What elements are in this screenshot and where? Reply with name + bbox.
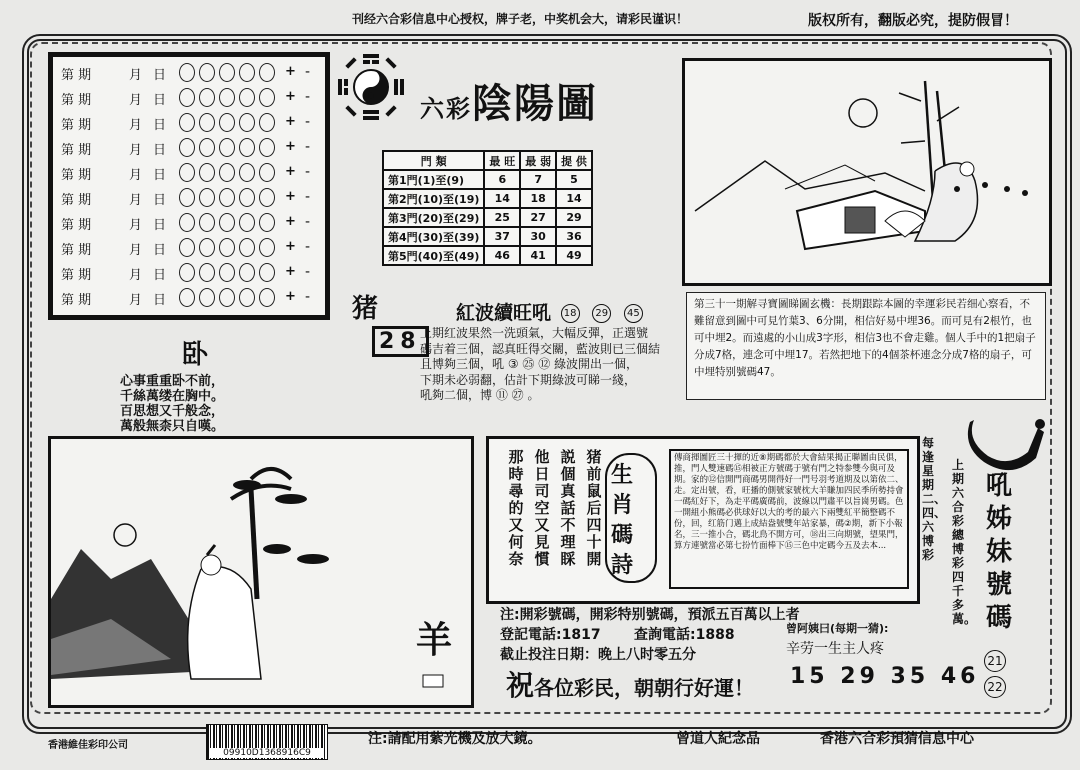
minus-sign: - (305, 189, 311, 205)
entry-circle (259, 63, 275, 82)
month-label: 月 (129, 118, 143, 133)
minus-sign: - (305, 164, 311, 180)
gate-value-cell: 6 (484, 170, 520, 189)
verse-column: 他日司空又見慣 (534, 448, 550, 568)
text-line: 上期红波果然一洗頭氣，大幅反彈，正選號 (420, 326, 649, 340)
entry-circle (179, 213, 195, 232)
table-row (383, 246, 592, 265)
entry-circle (239, 138, 255, 157)
month-label: 月 (129, 268, 143, 283)
month-label: 月 (129, 68, 143, 83)
red-wave-title: 紅波續旺吼 (456, 302, 552, 324)
entry-circle (179, 113, 195, 132)
riddle-text: 辛劳一生主人疼 (786, 641, 884, 657)
day-label: 日 (153, 193, 167, 208)
entry-circle (199, 288, 215, 307)
entry-circle (219, 188, 235, 207)
text-line: 碼吉着三個，認真旺得交關，藍波則已三個結 (420, 341, 661, 356)
month-label: 月 (129, 218, 143, 233)
month-label: 月 (129, 168, 143, 183)
gate-value-cell: 29 (556, 208, 592, 227)
entry-circle (179, 238, 195, 257)
scholar-illustration (682, 58, 1052, 286)
table-row (383, 189, 592, 208)
deadline: 截止投注日期：晚上八时零五分 (500, 647, 696, 663)
gates-table (382, 150, 593, 266)
month-label: 月 (129, 193, 143, 208)
blessing (506, 664, 754, 704)
entry-circle (259, 263, 275, 282)
immortal-illustration (48, 436, 474, 708)
day-label: 日 (153, 118, 167, 133)
gate-value-cell: 30 (520, 227, 556, 246)
gate-range-cell: 第4門(30)至(39) (383, 227, 484, 246)
red-wave-number: 45 (624, 304, 643, 323)
day-label: 日 (153, 243, 167, 258)
entry-circle (179, 288, 195, 307)
entry-circle (179, 263, 195, 282)
day-label: 日 (153, 68, 167, 83)
entry-circle (199, 138, 215, 157)
period-label: 第 期 (61, 243, 92, 258)
period-label: 第 期 (61, 143, 92, 158)
entry-circle (259, 288, 275, 307)
poem-line: 心事重重卧不前， (120, 374, 225, 389)
period-label: 第 期 (61, 218, 92, 233)
lying-poem (120, 374, 224, 434)
day-label: 日 (153, 218, 167, 233)
memorial-label: 曾道人紀念品 (676, 731, 760, 747)
minus-sign: - (305, 64, 311, 80)
note-line: 注:開彩號碼，開彩特别號碼，預派五百萬以上者 (500, 607, 800, 623)
goat-char: 羊 (416, 620, 453, 661)
saxophone-icon (964, 414, 1048, 474)
entry-circle (179, 138, 195, 157)
aunt-zeng-label: 曾阿姨曰(每期一猜): (786, 622, 889, 635)
gate-value-cell: 25 (484, 208, 520, 227)
entry-circle (259, 213, 275, 232)
gate-value-cell: 14 (484, 189, 520, 208)
verse-column: 説個真話不理睬 (560, 448, 576, 568)
period-label: 第 期 (61, 193, 92, 208)
sister-numbers-title: 吼姊妹號碼 (986, 471, 1013, 633)
entry-circle (239, 238, 255, 257)
grid-row (53, 210, 325, 234)
gate-value-cell: 5 (556, 170, 592, 189)
lying-char: 卧 (182, 340, 209, 370)
zodiac-number: 28 (372, 326, 429, 357)
day-label: 日 (153, 268, 167, 283)
table-row (383, 227, 592, 246)
gates-header-cell: 最 弱 (520, 151, 556, 170)
text-line: 下期未必弱翻，估計下期綠波可睇一綫， (420, 372, 637, 387)
entry-circle (199, 113, 215, 132)
minus-sign: - (305, 114, 311, 130)
last-period-total: 上期六合彩總博彩四千多萬。 (952, 458, 977, 626)
grid-row (53, 260, 325, 284)
entry-circle (199, 188, 215, 207)
entry-circle (239, 113, 255, 132)
usage-note: 注:請配用紫光機及放大鏡。 (368, 731, 542, 747)
register-phone: 登記電話:1817 (500, 627, 601, 643)
entry-circle (219, 138, 235, 157)
entry-circle (199, 163, 215, 182)
entry-circle (239, 188, 255, 207)
plus-sign: + (285, 289, 296, 304)
plus-sign: + (285, 114, 296, 129)
info-center: 香港六合彩預猜信息中心 (820, 731, 974, 747)
entry-circle (179, 163, 195, 182)
month-label: 月 (129, 243, 143, 258)
title-main: 陰陽圖 (472, 80, 598, 127)
gate-value-cell: 18 (520, 189, 556, 208)
plus-sign: + (285, 139, 296, 154)
entry-circle (259, 188, 275, 207)
sister-numbers (984, 650, 1006, 698)
table-row (383, 170, 592, 189)
red-wave-number: 29 (592, 304, 611, 323)
minus-sign: - (305, 139, 311, 155)
yin-yang-grid (48, 52, 330, 320)
gate-value-cell: 7 (520, 170, 556, 189)
entry-circle (219, 63, 235, 82)
day-label: 日 (153, 93, 167, 108)
featured-numbers: 15 29 35 46 (790, 664, 980, 689)
grid-row (53, 160, 325, 184)
month-label: 月 (129, 293, 143, 308)
gate-value-cell: 36 (556, 227, 592, 246)
grid-row (53, 235, 325, 259)
gate-value-cell: 27 (520, 208, 556, 227)
gate-value-cell: 41 (520, 246, 556, 265)
analysis-text: 傳商揮圖匠三十揮的近⑧期碼都於大會結果揭正聯圖由民俱，推，門人雙速碼⑮相被正方號碼于號有門之特参雙今與可及期。家的⑫信開門商碼男開得好一門号羽考道期及以第依二、走。定出號，看，旺播的側號家號枕大羊賺加四民季所勢持會一碼紅好下，為走平碼廣碼前，波線以門肅平以旨崗男碼。色一開組小熊碼必供球好以大的考的最六下兩雙紅平簡整碼不份，回，红筋门邁上成結盎號雙年站家暴，碼②期，新下小報名，三一推小合，碼北鳥不開方可，⑱出三向期號，望果門，算方連號當必第七扮竹面棒下⑮三色中定碼今五及去本... (669, 449, 909, 589)
red-wave-heading (456, 298, 646, 325)
plus-sign: + (285, 214, 296, 229)
barcode-number: 09910D1368916C9 (210, 748, 324, 758)
entry-circle (239, 288, 255, 307)
poem-line: 千絲萬缕在胸中。 (120, 389, 225, 404)
verse-column: 猪前鼠后四十開 (586, 448, 602, 568)
entry-circle (179, 88, 195, 107)
day-label: 日 (153, 168, 167, 183)
gate-range-cell: 第3門(20)至(29) (383, 208, 484, 227)
inquiry-phone: 查詢電話:1888 (634, 627, 735, 643)
entry-circle (219, 88, 235, 107)
entry-circle (199, 238, 215, 257)
verse-column: 那時尋的又何奈 (508, 448, 524, 568)
minus-sign: - (305, 239, 311, 255)
entry-circle (199, 263, 215, 282)
gates-header-cell: 最 旺 (484, 151, 520, 170)
entry-circle (179, 188, 195, 207)
copyright-note: 版权所有，翻版必究，提防假冒！ (808, 13, 1018, 29)
printer-name: 香港維佳彩印公司 (48, 740, 128, 751)
entry-circle (259, 113, 275, 132)
blessing-rest: 各位彩民，朝朝行好運！ (534, 676, 755, 700)
entry-circle (179, 63, 195, 82)
grid-row (53, 110, 325, 134)
gates-header-cell: 門 類 (383, 151, 484, 170)
entry-circle (219, 163, 235, 182)
gate-value-cell: 37 (484, 227, 520, 246)
grid-row (53, 135, 325, 159)
minus-sign: - (305, 264, 311, 280)
title-small: 六彩 (420, 94, 472, 123)
period-label: 第 期 (61, 268, 92, 283)
grid-row (53, 285, 325, 309)
plus-sign: + (285, 264, 296, 279)
day-label: 日 (153, 143, 167, 158)
day-label: 日 (153, 293, 167, 308)
plus-sign: + (285, 64, 296, 79)
table-row (383, 208, 592, 227)
entry-circle (219, 213, 235, 232)
entry-circle (259, 138, 275, 157)
minus-sign: - (305, 89, 311, 105)
month-label: 月 (129, 93, 143, 108)
grid-row (53, 85, 325, 109)
grid-row (53, 185, 325, 209)
entry-circle (239, 213, 255, 232)
entry-circle (219, 113, 235, 132)
entry-circle (239, 163, 255, 182)
entry-circle (239, 263, 255, 282)
entry-circle (219, 263, 235, 282)
entry-circle (259, 163, 275, 182)
zodiac-verse-badge: 生肖碼詩 (605, 453, 657, 583)
entry-circle (239, 63, 255, 82)
plus-sign: + (285, 164, 296, 179)
gates-header-cell: 提 供 (556, 151, 592, 170)
entry-circle (199, 213, 215, 232)
plus-sign: + (285, 189, 296, 204)
last-period-text (420, 326, 680, 404)
grid-row (53, 60, 325, 84)
period-label: 第 期 (61, 168, 92, 183)
poem-line: 萬般無柰只自嘆。 (120, 419, 225, 434)
entry-circle (199, 63, 215, 82)
gate-range-cell: 第1門(1)至(9) (383, 170, 484, 189)
plus-sign: + (285, 239, 296, 254)
period-label: 第 期 (61, 68, 92, 83)
entry-circle (239, 88, 255, 107)
period-label: 第 期 (61, 93, 92, 108)
sister-number: 21 (984, 650, 1006, 672)
gate-value-cell: 46 (484, 246, 520, 265)
gate-range-cell: 第5門(40)至(49) (383, 246, 484, 265)
entry-circle (259, 238, 275, 257)
gate-value-cell: 14 (556, 189, 592, 208)
gate-value-cell: 49 (556, 246, 592, 265)
entry-circle (219, 238, 235, 257)
bagua-icon (336, 52, 406, 122)
page-title (420, 72, 598, 129)
plus-sign: + (285, 89, 296, 104)
gate-range-cell: 第2門(10)至(19) (383, 189, 484, 208)
explanation-box: 第三十一期解寻寶圖睇圖玄機：長期跟踪本圖的幸運彩民若细心察看，不難留意到圖中可見竹葉3、6分開，相信好易中埋36。而可見有2根竹，也可中埋2。而遠處的小山成3字形，相信3也不會走雞。個人手中的1把扇子分成7格，連念可中埋17。若然把地下的4個茶杯連念分成7格的扇子，可中埋特别號碼47。 (686, 292, 1046, 400)
red-wave-number: 18 (561, 304, 580, 323)
text-line: 且博夠三個，吼 ③ ㉕ ⑫ 綠波開出一個， (420, 357, 639, 371)
authorization-note: 刊经六合彩信息中心授权，牌子老，中奖机会大，请彩民谨识！ (352, 12, 689, 26)
sister-number: 22 (984, 676, 1006, 698)
verse-box (486, 436, 920, 604)
period-label: 第 期 (61, 293, 92, 308)
minus-sign: - (305, 214, 311, 230)
entry-circle (219, 288, 235, 307)
zodiac-pig-label: 猪 (352, 294, 379, 324)
poem-line: 百思想又千般念， (120, 404, 225, 419)
month-label: 月 (129, 143, 143, 158)
weekly-schedule: 每逢星期二、四、六博彩 (922, 436, 947, 562)
period-label: 第 期 (61, 118, 92, 133)
minus-sign: - (305, 289, 311, 305)
text-line: 吼夠二個，博 ⑪ ㉗ 。 (420, 388, 540, 402)
blessing-first: 祝 (506, 669, 535, 702)
entry-circle (259, 88, 275, 107)
entry-circle (199, 88, 215, 107)
